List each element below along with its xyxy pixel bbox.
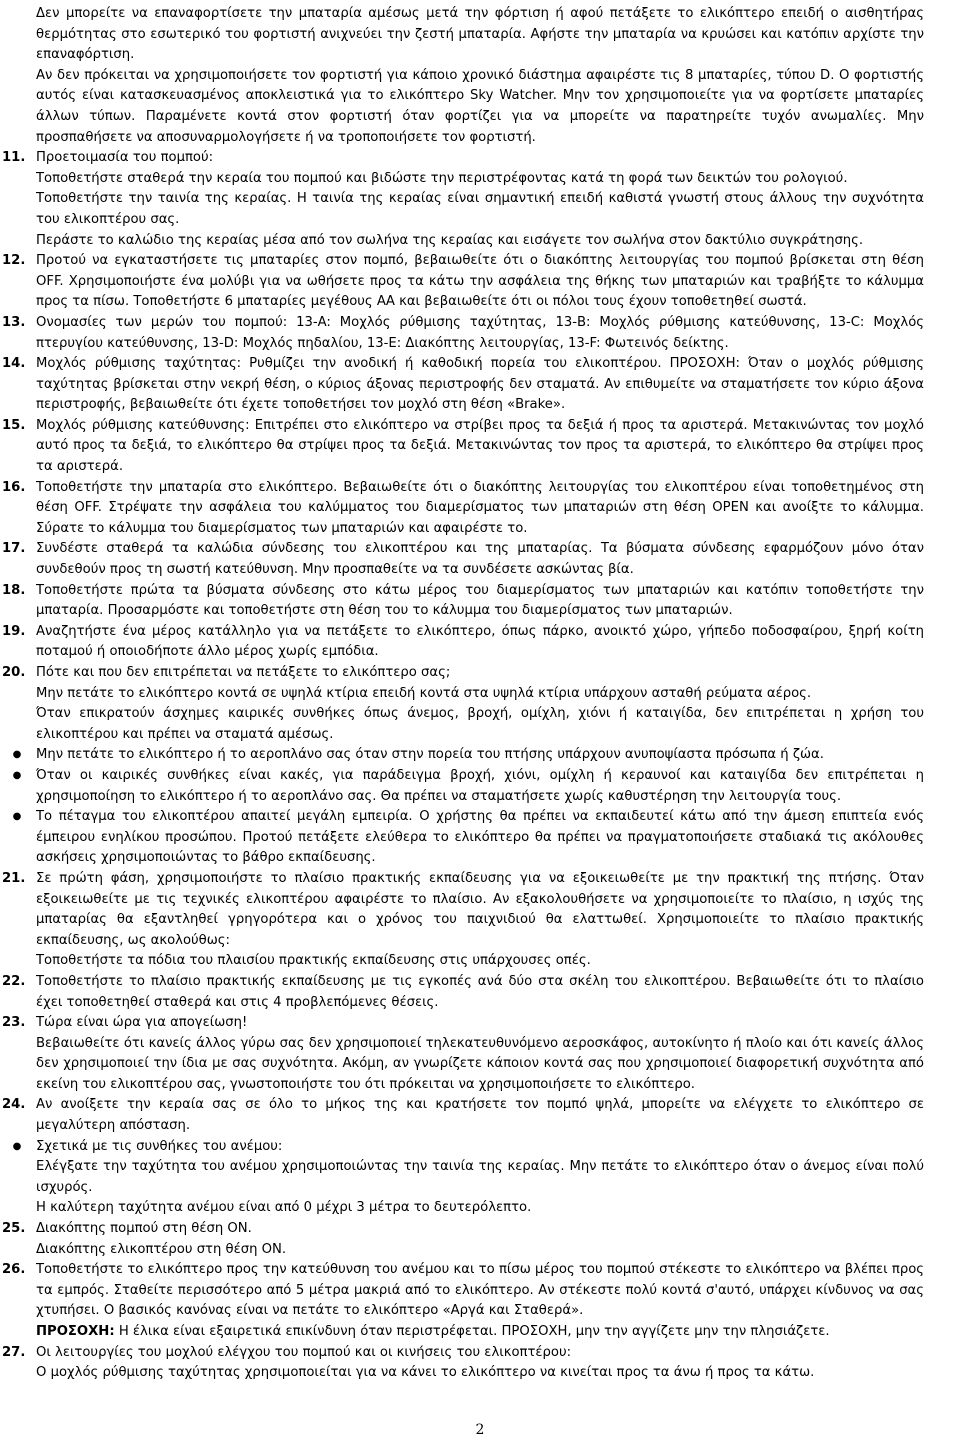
item-text: Μην πετάτε το ελικόπτερο κοντά σε υψηλά κτίρια επειδή κοντά στα υψηλά κτίρια υπάρχουν ασταθή ρεύματα αέρος. <box>36 685 812 701</box>
numbered-item <box>2 581 924 622</box>
item-text: Ο μοχλός ρύθμισης ταχύτητας χρησιμοποιείται για να κάνει το ελικόπτερο να κινείται προς τα άνω ή προς τα κάτω. <box>36 1365 815 1381</box>
item-text: Περάστε το καλώδιο της κεραίας μέσα από τον σωλήνα της κεραίας και εισάγετε τον σωλήνα στον δακτύλιο συγκράτησης. <box>36 232 864 248</box>
numbered-item <box>2 1013 924 1095</box>
item-text: Σε πρώτη φάση, χρησιμοποιήστε το πλαίσιο πρακτικής εκπαίδευσης για να εξοικειωθείτε με την πρακτική της πτήσης. Όταν εξοικειωθείτε με τις τεχνικές ελικοπτέρου αφαιρέστε το πλαίσιο. Αν εξακολουθήσετε να χρησιμοποιείτε το πλαίσιο, η ισχύς της μπαταρίας θα εξαντληθεί γρηγορότερα και ο χρόνος του παιχνιδιού θα ελαττωθεί. Χρησιμοποιείτε το πλαίσιο πρακτικής εκπαίδευσης, ως ακολούθως: <box>36 870 924 948</box>
item-text: Μοχλός ρύθμισης ταχύτητας: Ρυθμίζει την ανοδική ή καθοδική πορεία του ελικοπτέρου. ΠΡΟΣΟΧΗ: Όταν ο μοχλός ρύθμισης ταχύτητας βρίσκεται στην νεκρή θέση, ο κύριος άξονας περιστροφής δεν σταματά. Αν επιθυμείτε να σταματήσετε τον κύριο άξονα περιστροφής, βεβαιωθείτε ότι έχετε τοποθετήσει τον μοχλό στη θέση «Brake». <box>36 356 924 413</box>
numbered-item <box>2 148 924 251</box>
bullet-icon: ● <box>12 1140 22 1152</box>
bullet-icon: ● <box>12 811 22 823</box>
item-text: Τοποθετήστε πρώτα τα βύσματα σύνδεσης στο κάτω μέρος του διαμερίσματος των μπαταριών και κατόπιν τοποθετήστε την μπαταρία. Προσαρμόστε και τοποθετήστε στη θέση του το κάλυμμα του διαμερίσματος των μπαταριών. <box>36 582 924 619</box>
item-text: Τοποθετήστε το ελικόπτερο προς την κατεύθυνση του ανέμου και το πίσω μέρος του πομπού στέκεστε το ελικόπτερο να βλέπει προς τα εμπρός. Σταθείτε περισσότερο από 5 μέτρα μακριά από το ελικόπτερο. Αν στέκεστε πολύ κοντά σ'αυτό, υπάρχει κίνδυνος να σας χτυπήσει. Ο βασικός κανόνας είναι να πετάτε το ελικόπτερο «Αργά και Σταθερά». <box>36 1262 924 1319</box>
item-number: 22. <box>2 973 26 989</box>
bullet-item <box>12 807 924 869</box>
item-number: 15. <box>2 417 26 433</box>
item-text: Τώρα είναι ώρα για απογείωση! <box>36 1015 248 1031</box>
item-text: Προτού να εγκαταστήσετε τις μπαταρίες στον πομπό, βεβαιωθείτε ότι ο διακόπτης λειτουργίας του πομπού βρίσκεται στη θέση OFF. Χρησιμοποιήστε ένα μολύβι για να ωθήσετε προς τα κάτω την ασφάλεια της θήκης των μπαταριών και τραβήξτε το κάλυμμα προς τα πίσω. Τοποθετήστε 6 μπαταρίες μεγέθους ΑΑ και βεβαιωθείτε ότι οι πόλοι τους έχουν τοποθετηθεί σωστά. <box>36 253 924 310</box>
item-number: 18. <box>2 582 26 598</box>
numbered-item <box>2 251 924 313</box>
item-text: Προετοιμασία του πομπού: <box>36 150 214 166</box>
item-text: Ονομασίες των μερών του πομπού: 13-A: Μοχλός ρύθμισης ταχύτητας, 13-B: Μοχλός ρύθμισης κατεύθυνσης, 13-C: Μοχλός πτερυγίου κατεύθυνσης, 13-D: Μοχλός πηδαλίου, 13-E: Διακόπτης λειτουργίας, 13-F: Φωτεινός δείκτης. <box>36 314 924 351</box>
numbered-item <box>2 972 924 1013</box>
item-text: Όταν επικρατούν άσχημες καιρικές συνθήκες όπως άνεμος, βροχή, ομίχλη, χιόνι ή καταιγίδα, δεν επιτρέπεται η χρήση του ελικοπτέρου και πρέπει να σταματά αμέσως. <box>36 706 924 742</box>
item-text: Σχετικά με τις συνθήκες του ανέμου: <box>36 1138 283 1154</box>
item-text: Τοποθετήστε σταθερά την κεραία του πομπού και βιδώστε την περιστρέφοντας κατά τη φορά των δεικτών του ρολογιού. <box>36 170 848 186</box>
item-number: 21. <box>2 870 26 886</box>
item-number: 19. <box>2 623 26 639</box>
numbered-item <box>2 478 924 540</box>
item-text: Αναζητήστε ένα μέρος κατάλληλο για να πετάξετε το ελικόπτερο, όπως πάρκο, ανοικτό χώρο, γήπεδο ποδοσφαίρου, ξηρή κοίτη ποταμού ή οποιοδήποτε άλλο μέρος χωρίς εμπόδια. <box>36 623 924 660</box>
item-number: 25. <box>2 1221 26 1237</box>
numbered-item <box>2 1219 924 1260</box>
numbered-item <box>2 869 924 972</box>
numbered-item <box>2 622 924 663</box>
item-number: 11. <box>2 150 26 166</box>
numbered-item <box>2 354 924 416</box>
item-text: Οι λειτουργίες του μοχλού ελέγχου του πομπού και οι κινήσεις του ελικοπτέρου: <box>36 1344 572 1360</box>
item-text: Συνδέστε σταθερά τα καλώδια σύνδεσης του ελικοπτέρου και της μπαταρίας. Τα βύσματα σύνδεσης εφαρμόζουν μόνο όταν συνδεθούν προς τη σωστή κατεύθυνση. Μην προσπαθείτε να τα συνδέσετε ασκώντας βία. <box>36 541 924 578</box>
item-number: 14. <box>2 356 26 372</box>
item-text: Τοποθετήστε τα πόδια του πλαισίου πρακτικής εκπαίδευσης στις υπάρχουσες οπές. <box>36 953 591 969</box>
item-text: Τοποθετήστε την μπαταρία στο ελικόπτερο. Βεβαιωθείτε ότι ο διακόπτης λειτουργίας του ελικοπτέρου είναι τοποθετημένος στη θέση OFF. Στρέψατε την ασφάλεια του καλύμματος του διαμερίσματος των μπαταριών στη θέση OPEN και ανοίξτε το κάλυμμα. Σύρατε το κάλυμμα του διαμερίσματος των μπαταριών και αφαιρέστε το. <box>36 479 924 536</box>
bullet-icon: ● <box>12 769 22 781</box>
bullet-icon: ● <box>12 749 22 761</box>
item-text: Μην πετάτε το ελικόπτερο ή το αεροπλάνο σας όταν στην πορεία του πτήσης υπάρχουν ανυποψίαστα πρόσωπα ή ζώα. <box>36 747 824 763</box>
item-text: Ελέγξατε την ταχύτητα του ανέμου χρησιμοποιώντας την ταινία της κεραίας. Μην πετάτε το ελικόπτερο όταν ο άνεμος είναι πολύ ισχυρός. <box>36 1159 924 1195</box>
item-text: ΠΡΟΣΟΧΗ: Η έλικα είναι εξαιρετικά επικίνδυνη όταν περιστρέφεται. ΠΡΟΣΟΧΗ, μην την αγγίζετε μην την πλησιάζετε. <box>36 1324 830 1339</box>
item-number: 13. <box>2 314 26 330</box>
item-number: 26. <box>2 1262 26 1278</box>
item-text: Τοποθετήστε την ταινία της κεραίας. Η ταινία της κεραίας είναι σημαντική επειδή καθιστά γνωστή στους άλλους την συχνότητα του ελικοπτέρου σας. <box>36 191 924 227</box>
item-text: Διακόπτης ελικοπτέρου στη θέση ON. <box>36 1241 287 1257</box>
numbered-item <box>2 539 924 580</box>
numbered-item <box>2 1343 924 1384</box>
numbered-item <box>2 1260 924 1342</box>
page-number: 2 <box>475 1422 485 1438</box>
item-text: Βεβαιωθείτε ότι κανείς άλλος γύρω σας δεν χρησιμοποιεί τηλεκατευθυνόμενο αεροσκάφος, αυτοκίνητο ή πλοίο και ότι κανείς άλλος δεν χρησιμοποιεί την ίδια με σας συχνότητα. Ακόμη, αν γνωρίζετε κάποιον κοντά σας που χρησιμοποιεί διαφορετική συχνότητα από εκείνη του ελικοπτέρου σας, γνωστοποιήστε του ότι πρόκειται να χρησιμοποιήσετε το ελικόπτερο. <box>36 1035 924 1092</box>
item-text: Διακόπτης πομπού στη θέση ON. <box>36 1221 252 1237</box>
item-number: 17. <box>2 541 26 557</box>
item-number: 12. <box>2 253 26 269</box>
numbered-item <box>2 313 924 354</box>
item-number: 20. <box>2 665 26 680</box>
document-body <box>2 4 924 1384</box>
numbered-item <box>2 663 924 745</box>
item-text: Το πέταγμα του ελικοπτέρου απαιτεί μεγάλη εμπειρία. Ο χρήστης θα πρέπει να εκπαιδευτεί κάτω από την άμεση επιπτεία ενός έμπειρου ενηλίκου προσώπου. Προτού πετάξετε ελεύθερα το ελικόπτερο θα πρέπει να πραγματοποιήσετε σταδιακά τις ακόλουθες ασκήσεις χρησιμοποιώντας το βάθρο εκπαίδευσης. <box>36 809 924 866</box>
bullet-item <box>12 745 924 766</box>
numbered-item <box>2 1095 924 1136</box>
item-text: Πότε και που δεν επιτρέπεται να πετάξετε το ελικόπτερο σας; <box>36 665 451 680</box>
item-number: 27. <box>2 1344 26 1360</box>
numbered-item <box>2 416 924 478</box>
item-text: Η καλύτερη ταχύτητα ανέμου είναι από 0 μέχρι 3 μέτρα το δευτερόλεπτο. <box>36 1200 532 1216</box>
item-text: Όταν οι καιρικές συνθήκες είναι κακές, για παράδειγμα βροχή, χιόνι, ομίχλη ή κεραυνοί και καταιγίδα δεν επιτρέπεται η χρησιμοποίηση το ελικόπτερο ή το αεροπλάνο σας. Θα πρέπει να σταματήσετε χωρίς καθυστέρηση την λειτουργία τους. <box>36 767 924 804</box>
item-text: Αν ανοίξετε την κεραία σας σε όλο το μήκος της και κρατήσετε τον πομπό ψηλά, μπορείτε να ελέγχετε το ελικόπτερο σε μεγαλύτερη απόσταση. <box>36 1097 924 1134</box>
item-text: Μοχλός ρύθμισης κατεύθυνσης: Επιτρέπει στο ελικόπτερο να στρίβει προς τα δεξιά ή προς τα αριστερά. Μετακινώντας τον μοχλό αυτό προς τα δεξιά, το ελικόπτερο θα στρίψει προς τα δεξιά. Μετακινώντας τον προς τα αριστερά, το ελικόπτερο θα στρίψει προς τα αριστερά. <box>36 417 924 475</box>
bullet-item <box>12 1137 924 1219</box>
bullet-item <box>12 766 924 807</box>
intro-paragraph: Αν δεν πρόκειται να χρησιμοποιήσετε τον φορτιστή για κάποιο χρονικό διάστημα αφαιρέστε τις 8 μπαταρίες, τύπου D. Ο φορτιστής αυτός είναι κατασκευασμένος αποκλειστικά για το ελικόπτερο Sky Watcher. Μην τον χρησιμοποιείτε για να φορτίσετε μπαταρίες άλλων τύπων. Παραμένετε κοντά στον φορτιστή όταν φορτίζει για να μπορείτε να παρατηρείτε τυχόν ανωμαλίες. Μην προσπαθήσετε να αποσυναρμολογήσετε ή να τροποποιήσετε τον φορτιστή. <box>36 67 924 145</box>
item-text: Τοποθετήστε το πλαίσιο πρακτικής εκπαίδευσης με τις εγκοπές ανά δύο στα σκέλη του ελικοπτέρου. Βεβαιωθείτε ότι το πλαίσιο έχει τοποθετηθεί σταθερά και στις 4 προβλεπόμενες θέσεις. <box>36 973 924 1010</box>
item-number: 24. <box>2 1097 26 1113</box>
item-number: 16. <box>2 479 26 495</box>
item-number: 23. <box>2 1015 26 1031</box>
intro-paragraph: Δεν μπορείτε να επαναφορτίσετε την μπαταρία αμέσως μετά την φόρτιση ή αφού πετάξετε το ελικόπτερο επειδή ο αισθητήρας θερμότητας στο εσωτερικό του φορτιστή ανιχνεύει την ζεστή μπαταρία. Αφήστε την μπαταρία να κρυώσει και κατόπιν αρχίστε την επαναφόρτιση. <box>36 6 924 63</box>
